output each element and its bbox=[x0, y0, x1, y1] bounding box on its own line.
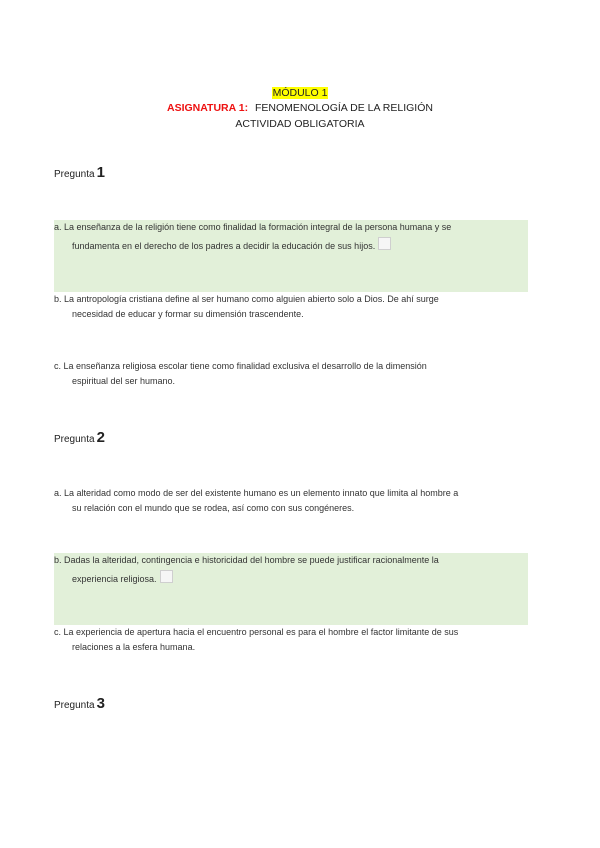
option-text-line: necesidad de educar y formar su dimensión trascendente. bbox=[72, 309, 304, 319]
subject-name: FENOMENOLOGÍA DE LA RELIGIÓN bbox=[255, 102, 433, 114]
subject-label: ASIGNATURA 1: bbox=[167, 102, 249, 114]
option-text-line: b. Dadas la alteridad, contingencia e historicidad del hombre se puede justificar racionalmente la bbox=[54, 555, 439, 565]
question-number: 2 bbox=[96, 429, 105, 446]
question-1-option-b[interactable] bbox=[54, 292, 528, 322]
option-text-line: su relación con el mundo que se rodea, así como con sus congéneres. bbox=[72, 503, 355, 513]
answer-checkbox[interactable] bbox=[160, 570, 173, 583]
option-text-line: c. La experiencia de apertura hacia el encuentro personal es para el hombre el factor limitante de sus bbox=[54, 627, 459, 637]
subject-line bbox=[0, 102, 600, 114]
question-1-option-c[interactable] bbox=[54, 359, 528, 389]
option-text-line: fundamenta en el derecho de los padres a decidir la educación de sus hijos. bbox=[72, 241, 376, 251]
answer-checkbox[interactable] bbox=[378, 237, 391, 250]
option-text-line: relaciones a la esfera humana. bbox=[72, 642, 196, 652]
question-1-option-a[interactable] bbox=[54, 220, 528, 292]
question-label: Pregunta bbox=[54, 169, 95, 180]
question-2-option-b[interactable] bbox=[54, 553, 528, 625]
option-text-line: c. La enseñanza religiosa escolar tiene como finalidad exclusiva el desarrollo de la dimensión bbox=[54, 361, 427, 371]
activity-title: ACTIVIDAD OBLIGATORIA bbox=[235, 118, 365, 130]
question-label: Pregunta bbox=[54, 700, 95, 711]
question-number: 1 bbox=[96, 164, 105, 181]
question-label: Pregunta bbox=[54, 434, 95, 445]
option-text-line: a. La alteridad como modo de ser del existente humano es un elemento innato que limita al hombre a bbox=[54, 488, 459, 498]
question-1-heading bbox=[54, 164, 105, 181]
question-2-option-c[interactable] bbox=[54, 625, 528, 655]
option-text-line: experiencia religiosa. bbox=[72, 574, 157, 584]
question-2-option-a[interactable] bbox=[54, 486, 528, 516]
question-3-heading bbox=[54, 695, 105, 712]
module-title bbox=[0, 87, 600, 99]
question-number: 3 bbox=[96, 695, 105, 712]
option-text-line: b. La antropología cristiana define al ser humano como alguien abierto solo a Dios. De ahí surge bbox=[54, 294, 439, 304]
question-2-heading bbox=[54, 429, 105, 446]
option-text-line: a. La enseñanza de la religión tiene como finalidad la formación integral de la persona humana y se bbox=[54, 222, 452, 232]
module-label: MÓDULO 1 bbox=[272, 87, 328, 99]
option-text-line: espiritual del ser humano. bbox=[72, 376, 176, 386]
